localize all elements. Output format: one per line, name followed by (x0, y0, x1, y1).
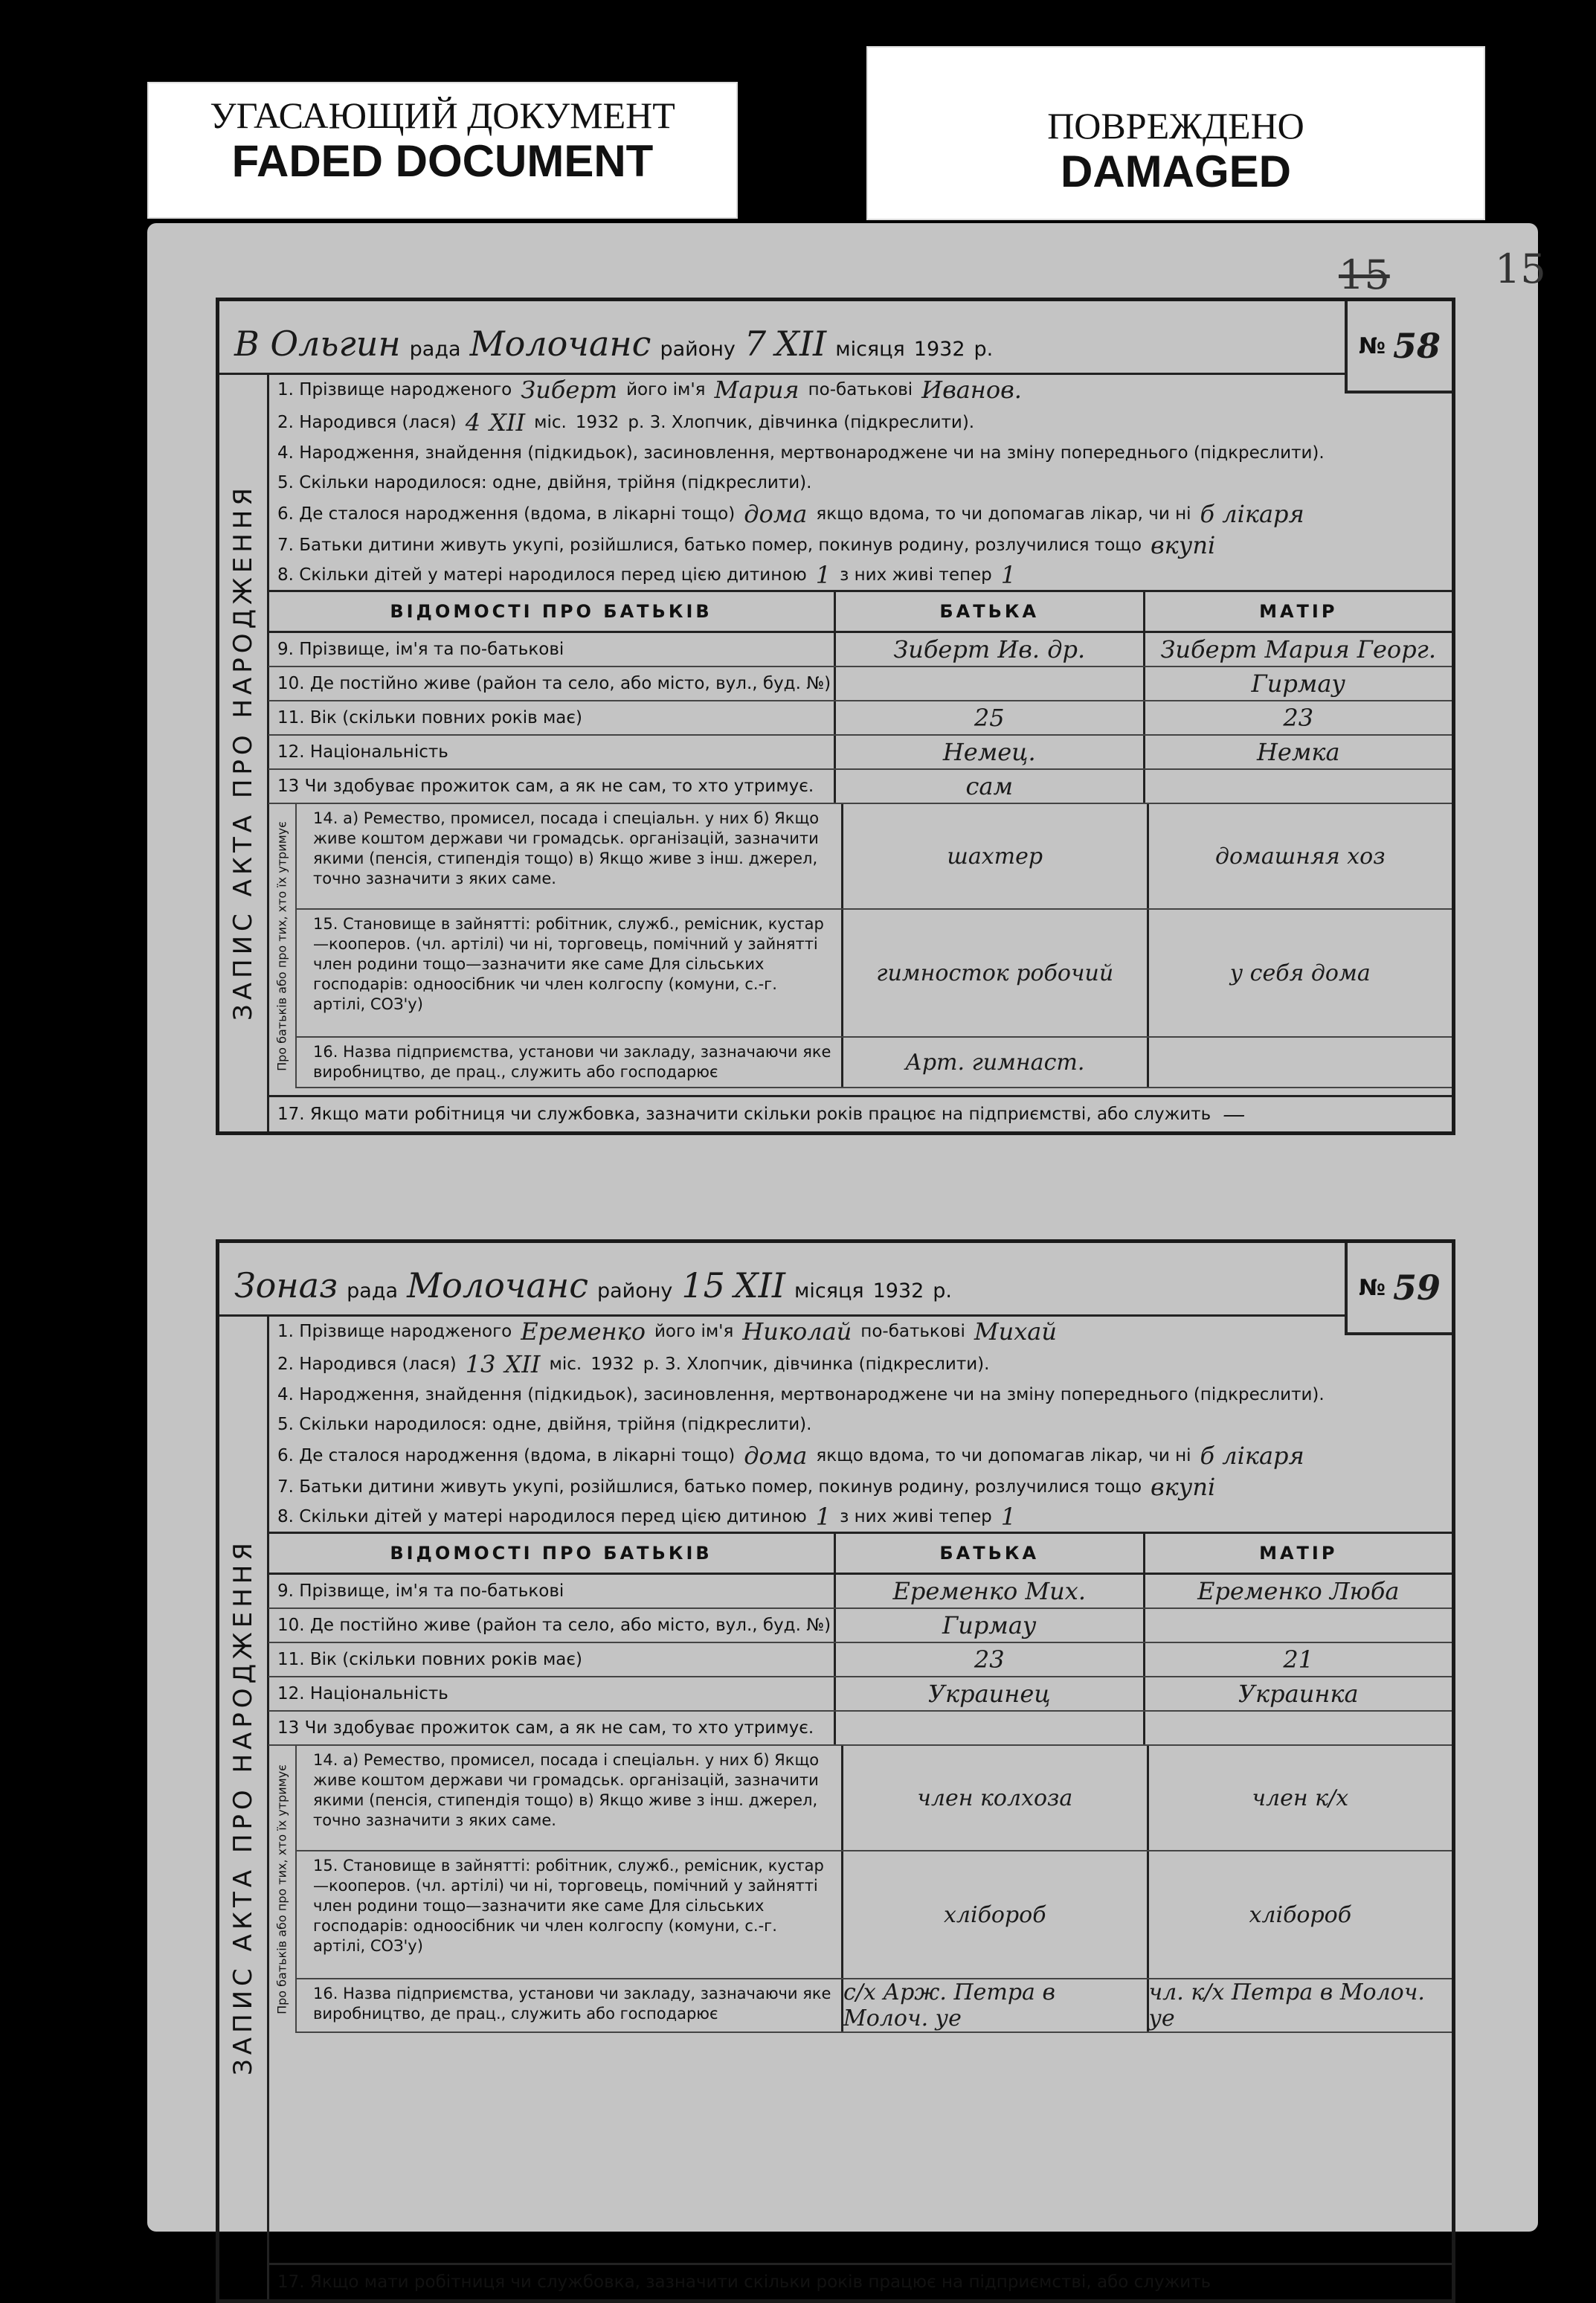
parents-occupation-block (268, 1746, 1452, 2033)
r-label: р. (974, 338, 994, 361)
parents-header-father: БАТЬКА (834, 592, 1143, 631)
district-value: Молочанс (407, 1265, 588, 1305)
parents-header-mother: МАТІР (1143, 592, 1452, 631)
row-5 (268, 1410, 1452, 1439)
row-8 (268, 1502, 1452, 1532)
row8-mid-label: з них живі тепер (840, 1507, 992, 1526)
mother-enterprise (1147, 1038, 1452, 1087)
damaged-label (866, 46, 1485, 220)
row14-label: 14. а) Ремество, промисел, посада і спеціальн. у них б) Якщо живе коштом держави чи громадськ. організацій, зазначити якими (пенсія, стипендія тощо) в) Якщо живе з інш. джерел, точно зазначити з яких саме. (313, 809, 820, 887)
mother-age: 21 (1143, 1643, 1452, 1676)
row10-label: 10. Де постійно живе (район та село, або місто, вул., буд. №) (277, 1616, 831, 1635)
row-15 (297, 910, 1452, 1038)
parents-header-info: ВІДОМОСТІ ПРО БАТЬКІВ (390, 601, 712, 622)
mother-employment: у себя дома (1147, 910, 1452, 1036)
row15-label: 15. Становище в зайнятті: робітник, служб., ремісник, кустар—кооперов. (чл. артілі) чи ні, торговець, помічний у зайнятті член родини тощо—зазначити яке саме Для сільських господарів: одноосібник чи член колгоспу (комуни, с.-г. артілі, СОЗ'у) (313, 1857, 824, 1955)
sub-rows (297, 804, 1452, 1088)
row2-rest-label: р. 3. Хлопчик, дівчинка (підкреслити). (643, 1355, 990, 1374)
row-12 (268, 736, 1452, 770)
name-value: Мария (714, 376, 799, 404)
row1-label: 1. Прізвище народженого (277, 380, 512, 399)
mother-age: 23 (1143, 701, 1452, 734)
alive-now-value: 1 (1000, 1503, 1017, 1531)
row4-label: 4. Народження, знайдення (підкидьок), засиновлення, мертвонароджене чи на зміну попереднього (підкреслити). (277, 1385, 1325, 1404)
row1-pob-label: по-батькові (808, 380, 913, 399)
row-7 (268, 1472, 1452, 1502)
row12-label: 12. Національність (277, 1684, 448, 1703)
damaged-label-ru: ПОВРЕЖДЕНО (1047, 105, 1304, 147)
day-value: 7 (744, 324, 767, 364)
crossed-page-number: 15 (1339, 251, 1390, 298)
surname-value: Еременко (521, 1317, 646, 1346)
row-11 (268, 701, 1452, 736)
row7-label: 7. Батьки дитини живуть укупі, розійшлися, батько помер, покинув родину, розлучилися тощо (277, 1477, 1142, 1497)
row-9 (268, 633, 1452, 667)
doctor-value: б лікаря (1200, 500, 1304, 528)
row-1 (268, 1314, 1452, 1349)
father-support: сам (834, 770, 1143, 803)
row8-label: 8. Скільки дітей у матері народилося перед цією дитиною (277, 565, 807, 585)
record-number: 58 (1393, 326, 1441, 366)
mother-occupation: домашняя хоз (1147, 804, 1452, 908)
patronymic-value: Михай (974, 1317, 1057, 1346)
row11-label: 11. Вік (скільки повних років має) (277, 708, 583, 727)
row-7 (268, 530, 1452, 560)
children-before-value: 1 (815, 561, 831, 589)
mother-name: Зиберт Мария Георг. (1143, 633, 1452, 666)
parents-status-value: вкупі (1151, 531, 1216, 559)
row1-ims-label: його ім'я (654, 1322, 734, 1341)
row8-mid-label: з них живі тепер (840, 565, 992, 585)
row5-label: 5. Скільки народилося: одне, двійня, трійня (підкреслити). (277, 473, 812, 492)
row1-pob-label: по-батькові (860, 1322, 965, 1341)
no-label: № (1358, 333, 1386, 359)
parents-header-father: БАТЬКА (834, 1534, 1143, 1573)
row6-label: 6. Де сталося народження (вдома, в лікарні тощо) (277, 504, 736, 524)
mother-residence: Гирмау (1143, 667, 1452, 700)
mother-name: Еременко Люба (1143, 1575, 1452, 1607)
parents-status-value: вкупі (1151, 1473, 1216, 1501)
birth-year-value: 1932 (591, 1355, 634, 1374)
row17-label: 17. Якщо мати робітниця чи службовка, зазначити скільки років працює на підприємстві, або служить (277, 2273, 1212, 2292)
year-value: 1932 (872, 1279, 924, 1303)
row-4 (268, 438, 1452, 468)
parents-header-info: ВІДОМОСТІ ПРО БАТЬКІВ (390, 1543, 712, 1564)
row-17 (268, 1095, 1452, 1131)
mother-nationality: Украинка (1143, 1677, 1452, 1710)
birth-day-value: 13 (465, 1350, 496, 1378)
day-value: 15 (681, 1265, 725, 1305)
name-value: Николай (742, 1317, 852, 1346)
parents-header (268, 590, 1452, 633)
record-header (219, 301, 1452, 375)
father-enterprise: Арт. гимнаст. (841, 1038, 1147, 1087)
row10-label: 10. Де постійно живе (район та село, або місто, вул., буд. №) (277, 674, 831, 693)
document-sheet (147, 223, 1546, 2292)
district-value: Молочанс (469, 324, 651, 364)
row-13 (268, 770, 1452, 804)
birth-record-58 (216, 298, 1455, 1135)
row8-label: 8. Скільки дітей у матері народилося перед цією дитиною (277, 1507, 807, 1526)
father-residence (834, 667, 1143, 700)
row-16 (297, 1979, 1452, 2033)
row2-mis-label: міс. (534, 413, 567, 432)
faded-label-en: FADED DOCUMENT (231, 136, 654, 186)
corner-page-number: 15 (1495, 245, 1546, 292)
parents-header-mother: МАТІР (1143, 1534, 1452, 1573)
row2-label: 2. Народився (лася) (277, 1355, 457, 1374)
raion-label: району (660, 338, 736, 361)
father-employment: хлібороб (841, 1851, 1147, 1978)
mother-enterprise: чл. к/х Петра в Молоч. уе (1147, 1979, 1452, 2031)
row-12 (268, 1677, 1452, 1712)
doctor-value: б лікаря (1200, 1442, 1304, 1470)
mother-nationality: Немка (1143, 736, 1452, 768)
row9-label: 9. Прізвище, ім'я та по-батькові (277, 1581, 564, 1601)
row-1 (268, 373, 1452, 407)
no-label: № (1358, 1274, 1386, 1301)
row15-label: 15. Становище в зайнятті: робітник, служб., ремісник, кустар—кооперов. (чл. артілі) чи ні, торговець, помічний у зайнятті член родини тощо—зазначити яке саме Для сільських господарів: одноосібник чи член колгоспу (комуни, с.-г. артілі, СОЗ'у) (313, 915, 824, 1013)
row13-label: 13 Чи здобуває прожиток сам, а як не сам, то хто утримує. (277, 777, 814, 796)
month-value: XII (733, 1265, 785, 1305)
father-occupation: шахтер (841, 804, 1147, 908)
father-nationality: Украинец (834, 1677, 1143, 1710)
row-10 (268, 667, 1452, 701)
row14-label: 14. а) Ремество, промисел, посада і спеціальн. у них б) Якщо живе коштом держави чи громадськ. організацій, зазначити якими (пенсія, стипендія тощо) в) Якщо живе з інш. джерел, точно зазначити з яких саме. (313, 1751, 820, 1829)
row2-label: 2. Народився (лася) (277, 413, 457, 432)
patronymic-value: Иванов. (921, 376, 1022, 404)
sub-side-column (268, 1746, 297, 2033)
row11-label: 11. Вік (скільки повних років має) (277, 1650, 583, 1669)
rada-label: рада (409, 338, 461, 361)
row17-label: 17. Якщо мати робітниця чи службовка, зазначити скільки років працює на підприємстві, або служить (277, 1105, 1212, 1124)
father-support (834, 1712, 1143, 1744)
row-15 (297, 1851, 1452, 1979)
father-name: Еременко Мих. (834, 1575, 1143, 1607)
row1-ims-label: його ім'я (626, 380, 706, 399)
row-10 (268, 1609, 1452, 1643)
row16-label: 16. Назва підприємства, установи чи закладу, зазначаючи яке виробництво, де прац., служить або господарює (313, 1985, 831, 2023)
children-before-value: 1 (815, 1503, 831, 1531)
father-residence: Гирмау (834, 1609, 1143, 1642)
side-title-column (219, 1314, 269, 2299)
row-11 (268, 1643, 1452, 1677)
council-value: Зоназ (234, 1265, 338, 1305)
sub-side-label: Про батьків або про тих, хто їх утримує (274, 821, 289, 1071)
father-age: 25 (834, 701, 1143, 734)
row-9 (268, 1575, 1452, 1609)
father-employment: гимносток робочий (841, 910, 1147, 1036)
alive-now-value: 1 (1000, 561, 1017, 589)
birth-month-value: XII (504, 1350, 541, 1378)
row-4 (268, 1380, 1452, 1410)
row2-rest-label: р. 3. Хлопчик, дівчинка (підкреслити). (628, 413, 975, 432)
row-5 (268, 468, 1452, 498)
r-label: р. (933, 1279, 953, 1303)
row-13 (268, 1712, 1452, 1746)
misyatsya-label: місяця (794, 1279, 864, 1303)
father-age: 23 (834, 1643, 1143, 1676)
year-value: 1932 (913, 338, 965, 361)
row5-label: 5. Скільки народилося: одне, двійня, трійня (підкреслити). (277, 1415, 812, 1434)
birth-year-value: 1932 (575, 413, 620, 432)
side-title-column (219, 373, 269, 1131)
birth-day-value: 4 (465, 408, 481, 437)
month-value: XII (775, 324, 827, 364)
rada-label: рада (347, 1279, 399, 1303)
parents-header (268, 1532, 1452, 1575)
row-16 (297, 1038, 1452, 1088)
mother-residence (1143, 1609, 1452, 1642)
row9-label: 9. Прізвище, ім'я та по-батькові (277, 640, 564, 659)
record-header (219, 1243, 1452, 1317)
father-occupation: член колхоза (841, 1746, 1147, 1850)
mother-employment: хлібороб (1147, 1851, 1452, 1978)
row1-label: 1. Прізвище народженого (277, 1322, 512, 1341)
row-6 (268, 498, 1452, 530)
side-title: ЗАПИС АКТА ПРО НАРОДЖЕННЯ (228, 484, 258, 1021)
row17-value: — (1223, 1101, 1246, 1128)
mother-occupation: член к/х (1147, 1746, 1452, 1850)
birth-record-59 (216, 1239, 1455, 2303)
row6-mid-label: якщо вдома, то чи допомагав лікар, чи ні (816, 1446, 1191, 1465)
parents-occupation-block (268, 804, 1452, 1088)
mother-support (1143, 1712, 1452, 1744)
row12-label: 12. Національність (277, 742, 448, 762)
mother-support (1143, 770, 1452, 803)
sub-rows (297, 1746, 1452, 2033)
place-value: дома (744, 1442, 808, 1470)
row16-label: 16. Назва підприємства, установи чи закладу, зазначаючи яке виробництво, де прац., служить або господарює (313, 1043, 831, 1081)
row7-label: 7. Батьки дитини живуть укупі, розійшлися, батько помер, покинув родину, розлучилися тощо (277, 536, 1142, 555)
faded-label-ru: УГАСАЮЩИЙ ДОКУМЕНТ (210, 94, 675, 136)
row6-mid-label: якщо вдома, то чи допомагав лікар, чи ні (816, 504, 1191, 524)
father-name: Зиберт Ив. др. (834, 633, 1143, 666)
row-17 (268, 2263, 1452, 2299)
row4-label: 4. Народження, знайдення (підкидьок), засиновлення, мертвонароджене чи на зміну попереднього (підкреслити). (277, 443, 1325, 463)
row-8 (268, 560, 1452, 590)
record-rows (268, 373, 1452, 1131)
surname-value: Зиберт (521, 376, 618, 404)
sub-side-column (268, 804, 297, 1088)
row-14 (297, 1746, 1452, 1851)
row6-label: 6. Де сталося народження (вдома, в лікарні тощо) (277, 1446, 736, 1465)
damaged-label-en: DAMAGED (1061, 147, 1291, 196)
misyatsya-label: місяця (835, 338, 905, 361)
place-value: дома (744, 500, 808, 528)
sub-side-label: Про батьків або про тих, хто їх утримує (274, 1764, 289, 2014)
row13-label: 13 Чи здобуває прожиток сам, а як не сам, то хто утримує. (277, 1718, 814, 1738)
father-enterprise: с/х Арж. Петра в Молоч. уе (841, 1979, 1147, 2031)
row-14 (297, 804, 1452, 910)
faded-document-label (147, 82, 738, 219)
row-2 (268, 407, 1452, 438)
raion-label: району (596, 1279, 673, 1303)
row2-mis-label: міс. (549, 1355, 582, 1374)
row-2 (268, 1349, 1452, 1380)
row-6 (268, 1439, 1452, 1472)
side-title: ЗАПИС АКТА ПРО НАРОДЖЕННЯ (228, 1538, 258, 2075)
birth-month-value: XII (489, 408, 526, 437)
record-number: 59 (1393, 1268, 1441, 1308)
council-value: В Ольгин (234, 324, 401, 364)
record-rows (268, 1314, 1452, 2299)
father-nationality: Немец. (834, 736, 1143, 768)
